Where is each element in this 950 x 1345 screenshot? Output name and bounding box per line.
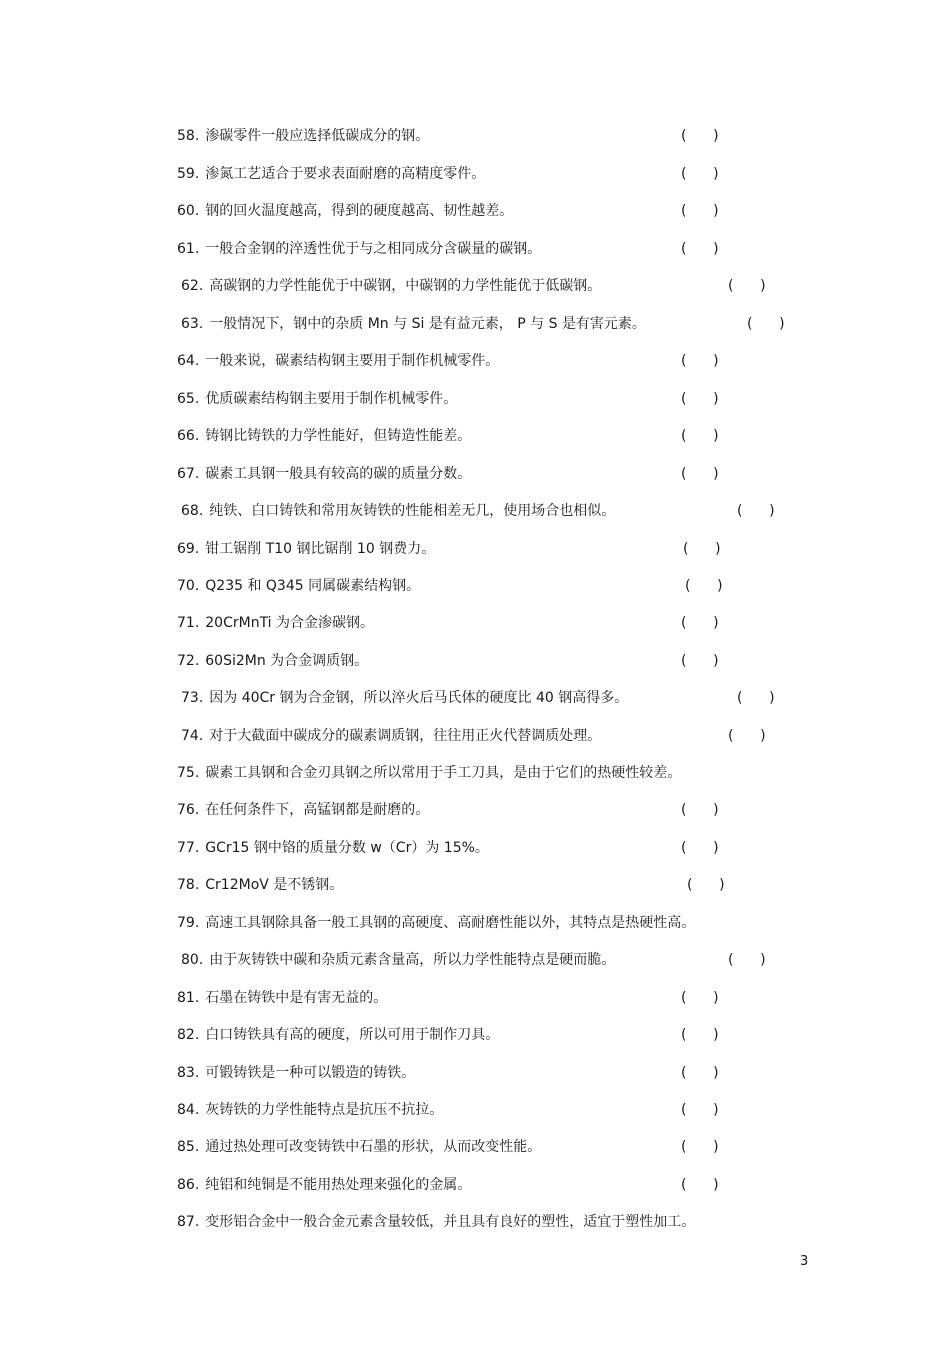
question-70: [177, 577, 420, 595]
question-68: [181, 502, 615, 520]
question-72: [177, 652, 368, 670]
question-text: 钳工锯削 T10 钢比锯削 10 钢费力。: [205, 541, 436, 557]
answer-blank-76: ( ): [681, 802, 719, 818]
question-63: [181, 315, 646, 333]
question-number: 85.: [177, 1139, 200, 1155]
answer-blank-60: ( ): [681, 203, 719, 219]
question-text: 由于灰铸铁中碳和杂质元素含量高，所以力学性能特点是硬而脆。: [209, 952, 616, 968]
answer-blank-59: ( ): [681, 166, 719, 182]
question-73: [181, 689, 628, 707]
question-text: 可锻铸铁是一种可以锻造的铸铁。: [205, 1065, 416, 1081]
question-text: 优质碳素结构钢主要用于制作机械零件。: [205, 391, 458, 407]
question-number: 63.: [181, 316, 204, 332]
question-number: 83.: [177, 1065, 200, 1081]
question-65: [177, 390, 457, 408]
question-76: [177, 801, 429, 819]
answer-blank-70: ( ): [685, 578, 723, 594]
answer-blank-71: ( ): [681, 615, 719, 631]
question-58: [177, 127, 429, 145]
question-number: 75.: [177, 765, 200, 781]
question-text: Cr12MoV 是不锈钢。: [205, 877, 344, 893]
question-number: 79.: [177, 915, 200, 931]
answer-blank-80: ( ): [728, 952, 766, 968]
question-text: 高速工具钢除具备一般工具钢的高硬度、高耐磨性能以外，其特点是热硬性高。: [205, 915, 696, 931]
answer-blank-69: ( ): [683, 541, 721, 557]
question-80: [181, 951, 615, 969]
answer-blank-68: ( ): [737, 503, 775, 519]
question-text: 一般来说，碳素结构钢主要用于制作机械零件。: [205, 353, 500, 369]
question-number: 73.: [181, 690, 204, 706]
question-number: 86.: [177, 1177, 200, 1193]
answer-blank-83: ( ): [681, 1065, 719, 1081]
question-85: [177, 1138, 541, 1156]
question-number: 76.: [177, 802, 200, 818]
question-82: [177, 1026, 499, 1044]
answer-blank-67: ( ): [681, 466, 719, 482]
question-number: 80.: [181, 952, 204, 968]
question-number: 82.: [177, 1027, 200, 1043]
question-83: [177, 1064, 415, 1082]
answer-blank-58: ( ): [681, 128, 719, 144]
answer-blank-65: ( ): [681, 391, 719, 407]
question-71: [177, 614, 374, 632]
question-number: 74.: [181, 728, 204, 744]
question-text: 20CrMnTi 为合金渗碳钢。: [205, 615, 375, 631]
question-81: [177, 989, 387, 1007]
question-text: 碳素工具钢和合金刃具钢之所以常用于手工刀具，是由于它们的热硬性较差。: [205, 765, 682, 781]
question-number: 60.: [177, 203, 200, 219]
question-number: 58.: [177, 128, 200, 144]
question-text: 因为 40Cr 钢为合金钢，所以淬火后马氏体的硬度比 40 钢高得多。: [209, 690, 629, 706]
question-number: 84.: [177, 1102, 200, 1118]
question-text: 对于大截面中碳成分的碳素调质钢，往往用正火代替调质处理。: [209, 728, 602, 744]
question-number: 66.: [177, 428, 200, 444]
question-text: 渗碳零件一般应选择低碳成分的钢。: [205, 128, 430, 144]
question-number: 61.: [177, 241, 200, 257]
question-59: [177, 165, 485, 183]
question-number: 69.: [177, 541, 200, 557]
answer-blank-66: ( ): [681, 428, 719, 444]
answer-blank-81: ( ): [681, 990, 719, 1006]
question-text: Q235 和 Q345 同属碳素结构钢。: [205, 578, 421, 594]
page-number: 3: [800, 1254, 809, 1269]
question-text: 灰铸铁的力学性能特点是抗压不抗拉。: [205, 1102, 444, 1118]
question-text: 变形铝合金中一般合金元素含量较低，并且具有良好的塑性，适宜于塑性加工。: [205, 1214, 696, 1230]
question-64: [177, 352, 499, 370]
question-number: 68.: [181, 503, 204, 519]
question-number: 71.: [177, 615, 200, 631]
question-number: 78.: [177, 877, 200, 893]
answer-blank-62: ( ): [728, 278, 766, 294]
question-text: 高碳钢的力学性能优于中碳钢，中碳钢的力学性能优于低碳钢。: [209, 278, 602, 294]
question-66: [177, 427, 471, 445]
question-text: 铸钢比铸铁的力学性能好，但铸造性能差。: [205, 428, 472, 444]
answer-blank-84: ( ): [681, 1102, 719, 1118]
question-number: 62.: [181, 278, 204, 294]
question-text: GCr15 钢中铬的质量分数 w（Cr）为 15%。: [205, 840, 489, 856]
question-number: 65.: [177, 391, 200, 407]
question-number: 67.: [177, 466, 200, 482]
question-77: [177, 839, 489, 857]
answer-blank-74: ( ): [728, 728, 766, 744]
answer-blank-85: ( ): [681, 1139, 719, 1155]
question-74: [181, 727, 601, 745]
question-number: 87.: [177, 1214, 200, 1230]
question-text: 纯铝和纯铜是不能用热处理来强化的金属。: [205, 1177, 472, 1193]
question-text: 碳素工具钢一般具有较高的碳的质量分数。: [205, 466, 472, 482]
question-62: [181, 277, 601, 295]
question-75: [177, 764, 681, 782]
question-text: 渗氮工艺适合于要求表面耐磨的高精度零件。: [205, 166, 486, 182]
question-67: [177, 465, 471, 483]
question-text: 60Si2Mn 为合金调质钢。: [205, 653, 369, 669]
question-86: [177, 1176, 471, 1194]
answer-blank-78: ( ): [687, 877, 725, 893]
question-number: 64.: [177, 353, 200, 369]
answer-blank-63: ( ): [747, 316, 785, 332]
question-number: 70.: [177, 578, 200, 594]
answer-blank-77: ( ): [681, 840, 719, 856]
answer-blank-61: ( ): [681, 241, 719, 257]
question-text: 一般合金钢的淬透性优于与之相同成分含碳量的碳钢。: [205, 241, 542, 257]
question-number: 77.: [177, 840, 200, 856]
question-60: [177, 202, 513, 220]
question-text: 通过热处理可改变铸铁中石墨的形状，从而改变性能。: [205, 1139, 542, 1155]
question-text: 纯铁、白口铸铁和常用灰铸铁的性能相差无几，使用场合也相似。: [209, 503, 616, 519]
question-78: [177, 876, 343, 894]
question-69: [177, 540, 435, 558]
question-number: 59.: [177, 166, 200, 182]
question-87: [177, 1213, 695, 1231]
answer-blank-86: ( ): [681, 1177, 719, 1193]
question-text: 一般情况下，钢中的杂质 Mn 与 Si 是有益元素， P 与 S 是有害元素。: [209, 316, 646, 332]
question-text: 石墨在铸铁中是有害无益的。: [205, 990, 388, 1006]
answer-blank-82: ( ): [681, 1027, 719, 1043]
answer-blank-64: ( ): [681, 353, 719, 369]
question-61: [177, 240, 541, 258]
question-84: [177, 1101, 443, 1119]
question-number: 72.: [177, 653, 200, 669]
answer-blank-73: ( ): [737, 690, 775, 706]
question-text: 在任何条件下，高锰钢都是耐磨的。: [205, 802, 430, 818]
answer-blank-72: ( ): [681, 653, 719, 669]
question-text: 钢的回火温度越高，得到的硬度越高、韧性越差。: [205, 203, 514, 219]
question-text: 白口铸铁具有高的硬度，所以可用于制作刀具。: [205, 1027, 500, 1043]
question-79: [177, 914, 695, 932]
question-number: 81.: [177, 990, 200, 1006]
